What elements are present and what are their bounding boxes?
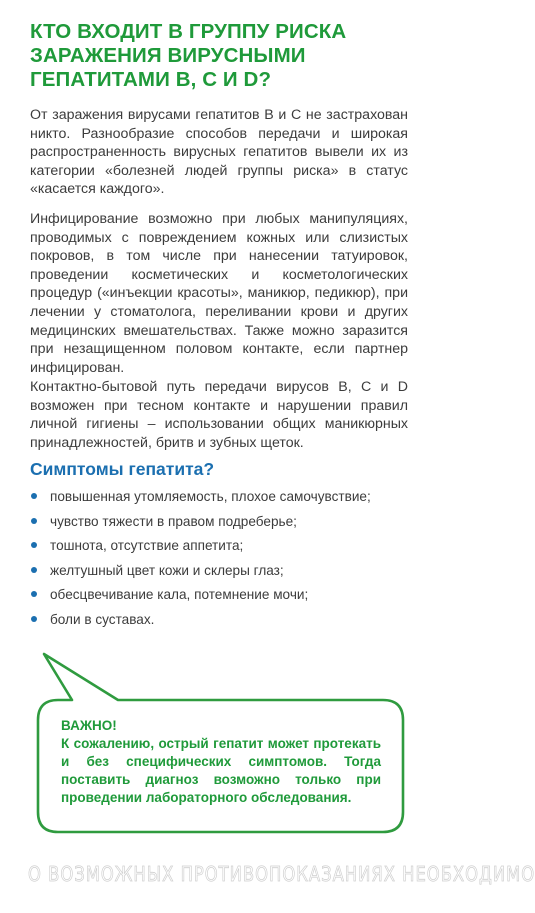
footer-text: О ВОЗМОЖНЫХ ПРОТИВОПОКАЗАНИЯХ НЕОБХОДИМО [28, 862, 535, 886]
page-title: КТО ВХОДИТ В ГРУППУ РИСКА ЗАРАЖЕНИЯ ВИРУСНЫМИ ГЕПАТИТАМИ В, С И D? [30, 20, 347, 91]
paragraph-infection-routes: Инфицирование возможно при любых манипуляциях, проводимых с повреждением кожных или слизистых покровов, в том числе при нанесении татуировок, проведении косметических и косметологических процедур («инъекции красоты», маникюр, педикюр), при лечении у стоматолога, переливании крови и других медицинских вмешательствах. Также можно заразится при незащищенном половом контакте, если партнер инфицирован. [30, 211, 408, 376]
symptom-text: тошнота, отсутствие аппетита; [50, 538, 244, 553]
symptom-text: чувство тяжести в правом подреберье; [50, 513, 297, 529]
paragraph-household-transmission: Контактно-бытовой путь передачи вирусов В, С и D возможен при тесном контакте и нарушении правил личной гигиены – использовании общих маникюрных принадлежностей, бритв и зубных щеток. [30, 379, 408, 451]
symptoms-heading: Симптомы гепатита? [30, 459, 215, 479]
paragraph-intro: От заражения вирусами гепатитов В и С не застрахован никто. Разнообразие способов передачи и широкая распространенность вирусных гепатитов вывели их из категории «болезней людей группы риска» в статус «касается каждого». [30, 107, 408, 198]
symptom-text: повышенная утомляемость, плохое самочувствие; [50, 489, 371, 504]
symptom-text: боли в суставах. [50, 611, 155, 627]
important-callout [61, 717, 381, 807]
symptom-text: обесцвечивание кала, потемнение мочи; [50, 587, 309, 602]
symptom-text: желтушный цвет кожи и склеры глаз; [50, 562, 284, 578]
callout-heading: ВАЖНО! [61, 718, 117, 733]
callout-body: К сожалению, острый гепатит может протекать и без специфических симптомов. Тогда поставить диагноз возможно только при проведении лабораторного обследования. [61, 736, 381, 805]
